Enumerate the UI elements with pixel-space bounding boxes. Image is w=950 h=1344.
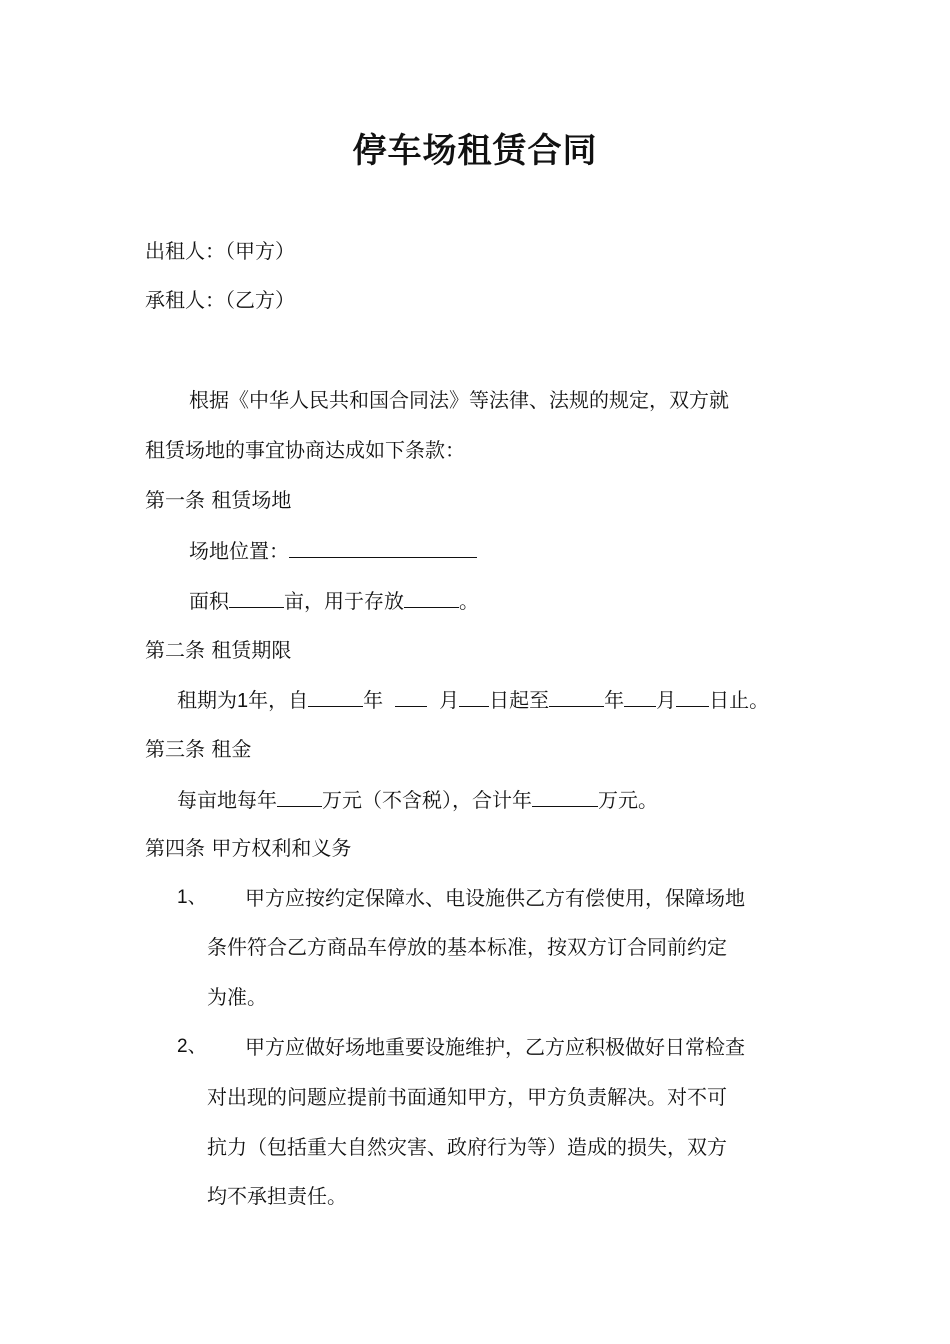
document-title: 停车场租赁合同 — [352, 131, 598, 171]
item-2-line-1: 甲方应做好场地重要设施维护，乙方应积极做好日常检查 — [245, 1035, 745, 1059]
item-1-number: 1、 — [177, 887, 207, 908]
rent-prefix: 每亩地每年 — [177, 788, 277, 812]
end-day-blank[interactable] — [676, 684, 709, 707]
area-line — [189, 585, 869, 616]
item-2-line-2: 对出现的问题应提前书面通知甲方，甲方负责解决。对不可 — [207, 1085, 727, 1109]
end-day-label: 日止。 — [709, 688, 770, 712]
start-year-label: 年 — [363, 688, 384, 712]
end-year-label: 年 — [604, 688, 625, 712]
term-unit: 年，自 — [248, 688, 309, 712]
end-month-blank[interactable] — [624, 684, 656, 707]
item-2-number: 2、 — [177, 1036, 207, 1057]
location-line — [189, 535, 869, 566]
term-prefix: 租期为 — [177, 688, 237, 712]
rent-line — [177, 784, 857, 815]
item-2-line-3: 抗力（包括重大自然灾害、政府行为等）造成的损失，双方 — [207, 1135, 727, 1159]
start-day-blank[interactable] — [459, 684, 489, 707]
location-label: 场地位置： — [189, 539, 289, 563]
start-month-blank[interactable] — [395, 684, 427, 707]
start-day-label: 日起至 — [489, 688, 550, 712]
rent-middle: 万元（不含税），合计年 — [322, 788, 532, 812]
term-line — [177, 684, 827, 716]
article-3-heading: 第三条 租金 — [145, 737, 252, 761]
article-1-heading: 第一条 租赁场地 — [145, 488, 292, 512]
term-years: 1 — [237, 690, 249, 712]
item-1-line-2: 条件符合乙方商品车停放的基本标准，按双方订合同前约定 — [207, 935, 727, 959]
article-4-heading: 第四条 甲方权利和义务 — [145, 836, 352, 860]
start-year-blank[interactable] — [308, 684, 363, 707]
item-1-line-3: 为准。 — [207, 985, 267, 1009]
lessor-line: 出租人：（甲方） — [145, 239, 295, 263]
item-1-line-1: 甲方应按约定保障水、电设施供乙方有偿使用，保障场地 — [245, 886, 745, 910]
article-2-heading: 第二条 租赁期限 — [145, 638, 292, 662]
area-prefix: 面积 — [189, 589, 229, 613]
rent-end: 万元。 — [598, 788, 658, 812]
intro-paragraph-line-1: 根据《中华人民共和国合同法》等法律、法规的规定，双方就 — [189, 388, 729, 412]
area-middle: 亩，用于存放 — [284, 589, 404, 613]
rent-total-blank[interactable] — [532, 784, 598, 807]
storage-blank[interactable] — [404, 585, 459, 608]
area-blank[interactable] — [229, 585, 284, 608]
rent-per-mu-blank[interactable] — [277, 784, 322, 807]
lessee-line: 承租人：（乙方） — [145, 288, 295, 312]
area-end: 。 — [459, 589, 479, 613]
location-blank[interactable] — [289, 535, 477, 558]
end-month-label: 月 — [656, 688, 677, 712]
intro-paragraph-line-2: 租赁场地的事宜协商达成如下条款： — [145, 438, 465, 462]
start-month-label: 月 — [439, 688, 460, 712]
end-year-blank[interactable] — [549, 684, 604, 707]
item-2-line-4: 均不承担责任。 — [207, 1184, 347, 1208]
